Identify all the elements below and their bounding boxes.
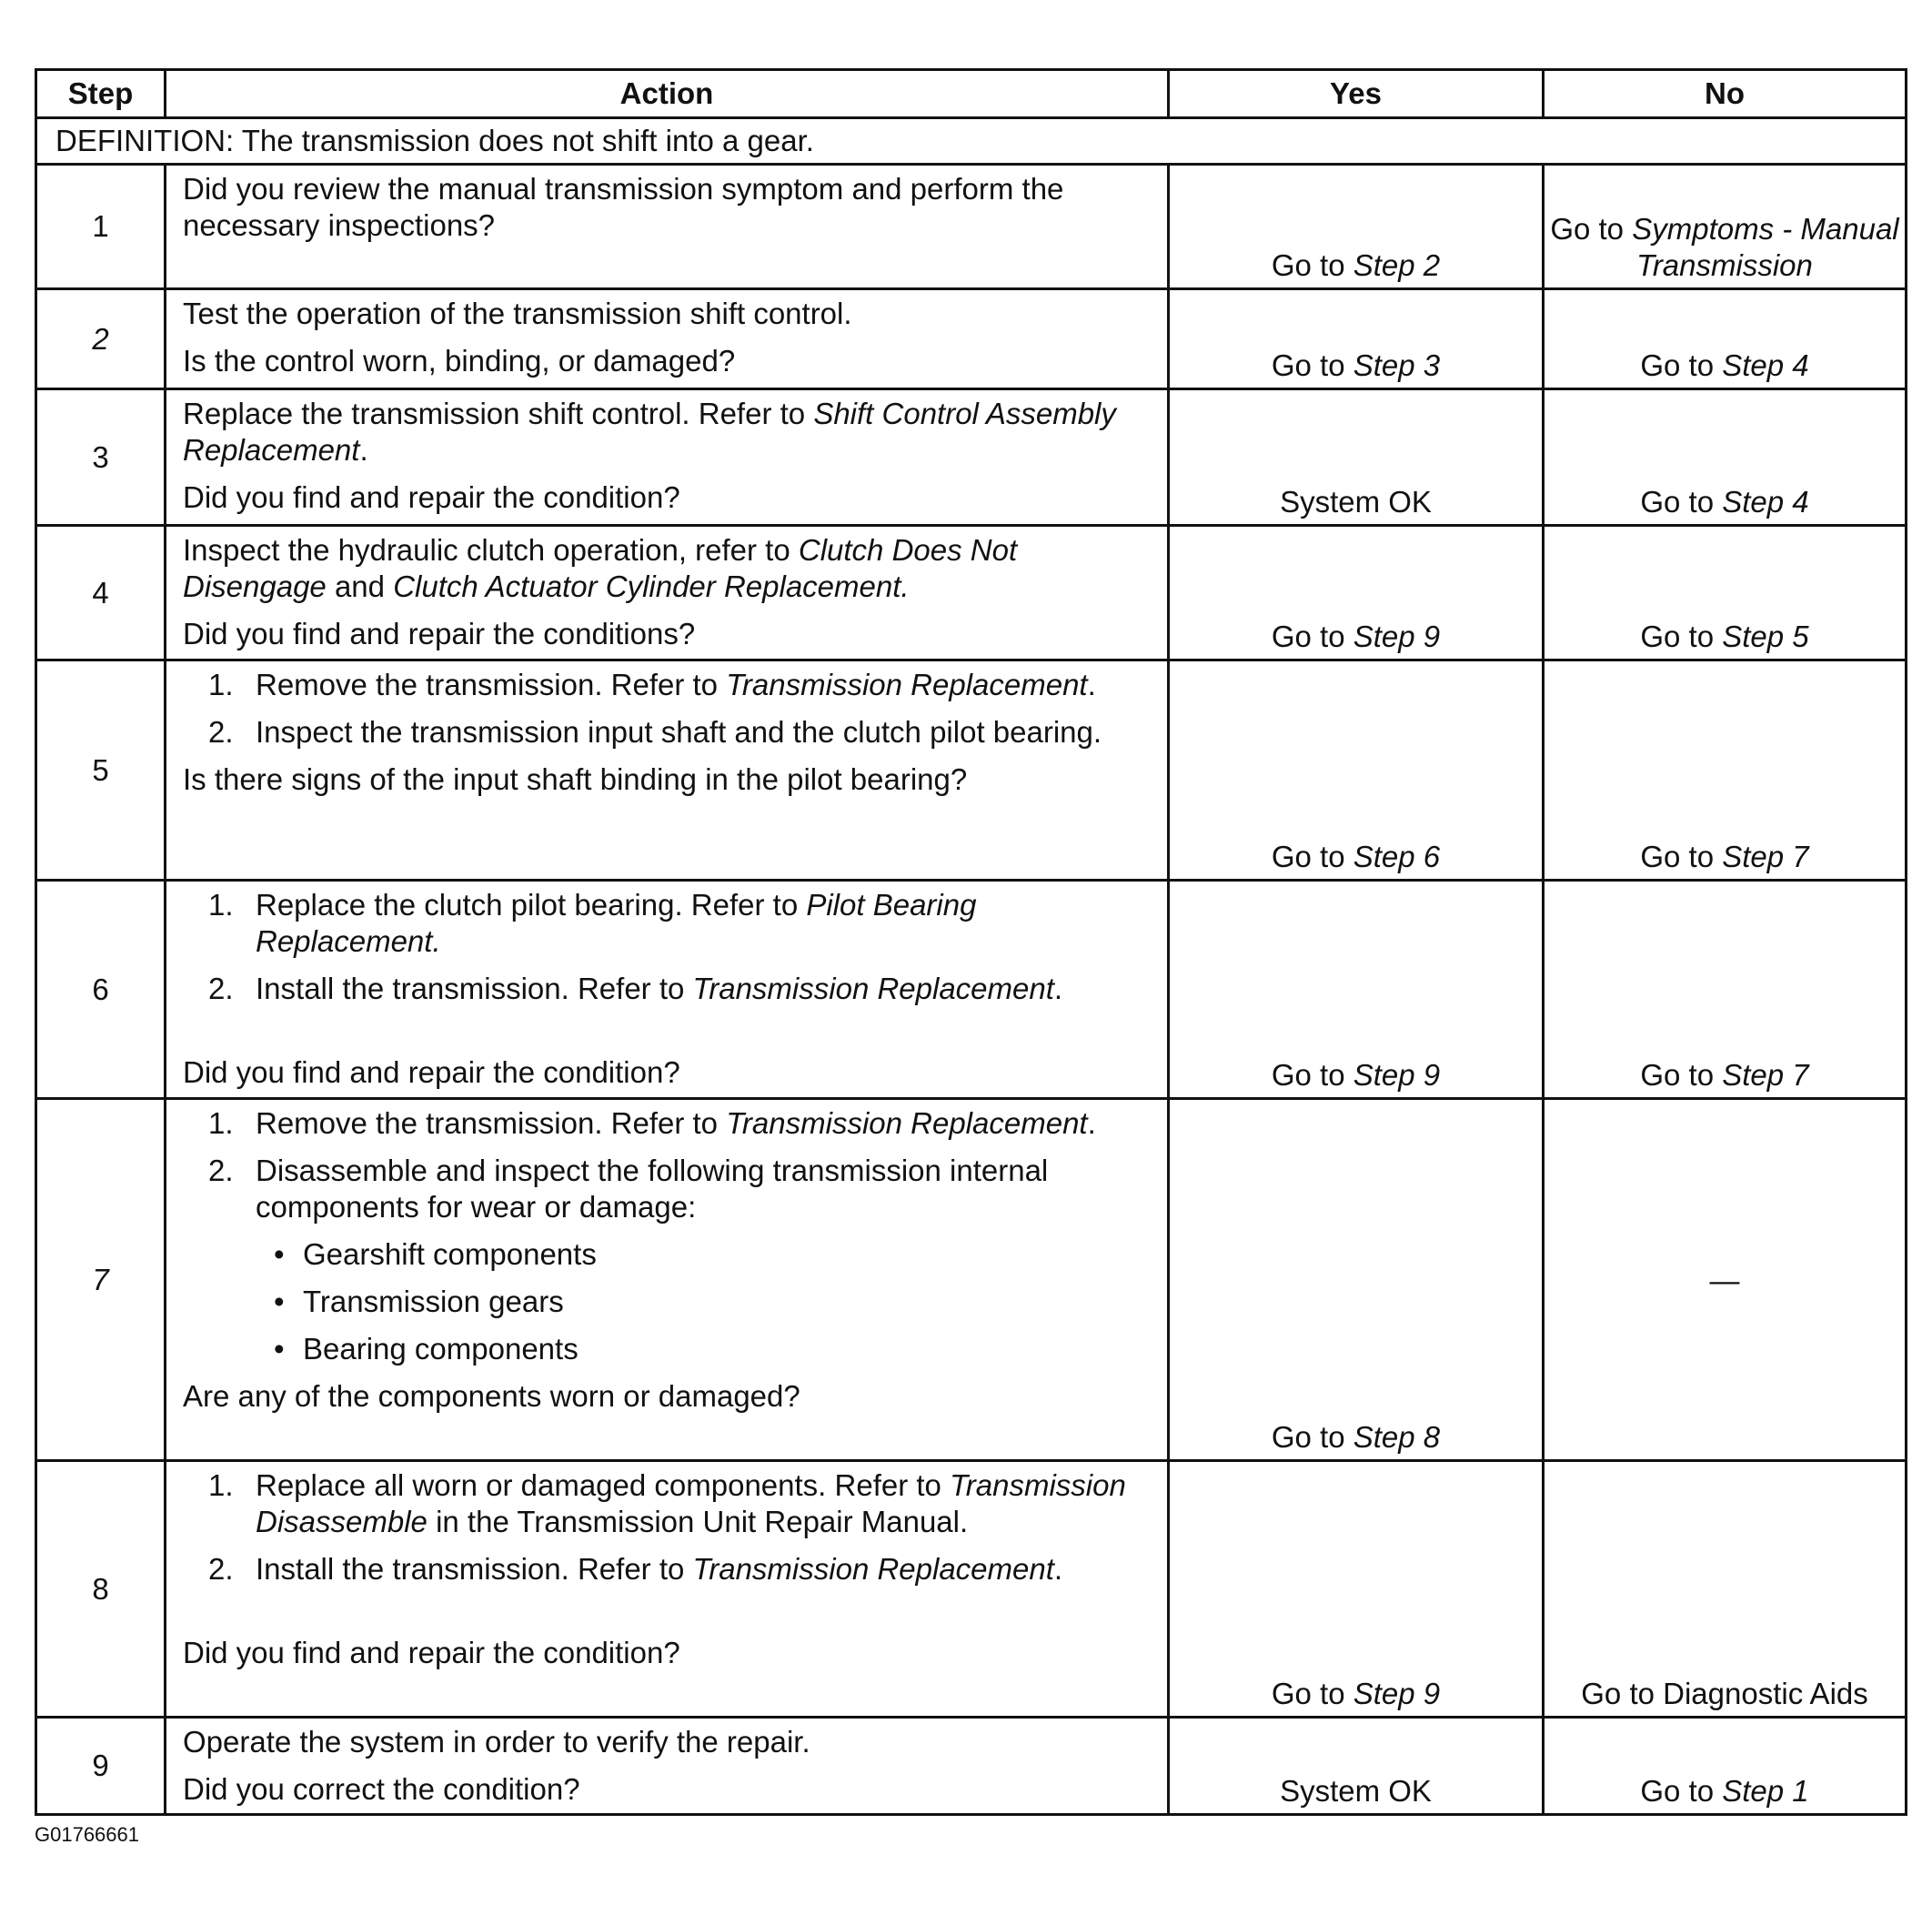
list-item bbox=[183, 1105, 1152, 1142]
action-question: Is the control worn, binding, or damaged? bbox=[183, 344, 736, 378]
bullet-text: Gearshift components bbox=[303, 1237, 597, 1271]
yes-link[interactable]: Step 9 bbox=[1353, 1058, 1441, 1092]
no-link[interactable]: Step 7 bbox=[1722, 840, 1809, 873]
action-steps-list bbox=[183, 1105, 1152, 1225]
no-cell bbox=[1544, 660, 1907, 881]
action-steps-list bbox=[183, 887, 1152, 1007]
action-steps-list bbox=[183, 667, 1152, 751]
step-number: 2 bbox=[36, 289, 166, 389]
step-row-6 bbox=[36, 881, 1907, 1099]
no-prefix: Go to bbox=[1640, 620, 1723, 653]
list-item bbox=[183, 971, 1152, 1007]
action-text-part: . bbox=[1053, 972, 1063, 1005]
action-text-part: . bbox=[1053, 1552, 1063, 1586]
no-cell bbox=[1544, 389, 1907, 526]
bullet-item bbox=[183, 1284, 1152, 1320]
list-number: 2. bbox=[208, 1154, 234, 1187]
action-steps-list bbox=[183, 1467, 1152, 1588]
no-result: Go to Diagnostic Aids bbox=[1581, 1677, 1868, 1710]
yes-cell bbox=[1169, 389, 1544, 526]
yes-cell bbox=[1169, 1718, 1544, 1815]
yes-link[interactable]: Step 9 bbox=[1353, 1677, 1441, 1710]
no-link[interactable]: Step 4 bbox=[1722, 348, 1809, 382]
action-text-part: Install the transmission. Refer to bbox=[256, 1552, 693, 1586]
reference-link[interactable]: Transmission Disassemble bbox=[256, 1468, 1126, 1538]
step-row-8 bbox=[36, 1461, 1907, 1718]
header-step: Step bbox=[36, 70, 166, 118]
action-text-part: . bbox=[1087, 1106, 1096, 1140]
list-item bbox=[183, 1551, 1152, 1588]
action-text-part: Inspect the hydraulic clutch operation, refer to bbox=[183, 533, 799, 567]
action-text-part: Replace all worn or damaged components. Refer to bbox=[256, 1468, 951, 1502]
list-number: 2. bbox=[208, 715, 234, 749]
yes-cell bbox=[1169, 881, 1544, 1099]
list-number: 1. bbox=[208, 888, 234, 922]
yes-cell bbox=[1169, 1461, 1544, 1718]
list-number: 2. bbox=[208, 1552, 234, 1586]
step-row-9 bbox=[36, 1718, 1907, 1815]
header-no: No bbox=[1544, 70, 1907, 118]
action-text-part: Replace the transmission shift control. Refer to bbox=[183, 397, 814, 430]
reference-link[interactable]: Transmission Replacement bbox=[726, 668, 1088, 701]
action-text-part: in the Transmission Unit Repair Manual. bbox=[427, 1505, 969, 1538]
header-row bbox=[36, 70, 1907, 118]
no-cell bbox=[1544, 1461, 1907, 1718]
list-number: 2. bbox=[208, 972, 234, 1005]
action-text: Operate the system in order to verify the repair. bbox=[183, 1725, 810, 1759]
no-cell bbox=[1544, 1718, 1907, 1815]
action-text-part: Disassemble and inspect the following transmission internal components for wear or damage: bbox=[256, 1154, 1049, 1224]
action-question: Did you find and repair the condition? bbox=[183, 1636, 680, 1669]
header-yes: Yes bbox=[1169, 70, 1544, 118]
step-row-2 bbox=[36, 289, 1907, 389]
no-prefix: Go to bbox=[1640, 840, 1723, 873]
action-cell bbox=[166, 881, 1169, 1099]
action-question: Did you find and repair the condition? bbox=[183, 480, 680, 514]
component-bullet-list bbox=[183, 1236, 1152, 1367]
action-question: Did you find and repair the condition? bbox=[183, 1055, 680, 1089]
reference-link[interactable]: Clutch Does Not Disengage bbox=[183, 533, 1018, 603]
yes-link[interactable]: Step 9 bbox=[1353, 620, 1441, 653]
action-cell bbox=[166, 660, 1169, 881]
no-prefix: Go to bbox=[1640, 1058, 1723, 1092]
spacer bbox=[183, 1598, 1152, 1635]
yes-link[interactable]: Step 2 bbox=[1353, 248, 1441, 282]
action-text-part: . bbox=[359, 433, 368, 467]
step-number: 8 bbox=[36, 1461, 166, 1718]
action-text bbox=[183, 532, 1152, 605]
no-link[interactable]: Step 7 bbox=[1722, 1058, 1809, 1092]
no-prefix: Go to bbox=[1640, 1774, 1723, 1808]
yes-link[interactable]: Step 3 bbox=[1353, 348, 1441, 382]
step-number: 9 bbox=[36, 1718, 166, 1815]
action-text-part: Replace the clutch pilot bearing. Refer to bbox=[256, 888, 807, 922]
yes-cell bbox=[1169, 660, 1544, 881]
yes-cell bbox=[1169, 526, 1544, 660]
action-cell bbox=[166, 289, 1169, 389]
bullet-icon: • bbox=[274, 1285, 285, 1318]
list-number: 1. bbox=[208, 1468, 234, 1502]
list-item bbox=[183, 1153, 1152, 1225]
yes-prefix: Go to bbox=[1271, 1058, 1353, 1092]
diagnostic-table bbox=[35, 68, 1907, 1816]
action-text: Did you review the manual transmission symptom and perform the necessary inspections? bbox=[183, 172, 1064, 242]
list-item bbox=[183, 1467, 1152, 1540]
yes-link[interactable]: Step 6 bbox=[1353, 840, 1441, 873]
action-cell bbox=[166, 165, 1169, 289]
action-text-part: . bbox=[1087, 668, 1096, 701]
step-number: 6 bbox=[36, 881, 166, 1099]
list-item bbox=[183, 714, 1152, 751]
step-row-3 bbox=[36, 389, 1907, 526]
no-link[interactable]: Step 5 bbox=[1722, 620, 1809, 653]
yes-prefix: Go to bbox=[1271, 1677, 1353, 1710]
definition-row bbox=[36, 118, 1907, 165]
yes-result: System OK bbox=[1280, 485, 1432, 519]
action-cell bbox=[166, 389, 1169, 526]
no-prefix: Go to bbox=[1550, 212, 1633, 246]
spacer bbox=[183, 1018, 1152, 1054]
action-question: Are any of the components worn or damaged? bbox=[183, 1379, 800, 1413]
bullet-item bbox=[183, 1331, 1152, 1367]
action-text bbox=[183, 396, 1152, 469]
step-number: 7 bbox=[36, 1099, 166, 1461]
header-action: Action bbox=[166, 70, 1169, 118]
no-result: — bbox=[1709, 1263, 1740, 1297]
no-cell bbox=[1544, 526, 1907, 660]
bullet-icon: • bbox=[274, 1332, 285, 1366]
no-prefix: Go to bbox=[1640, 348, 1723, 382]
figure-id: G01766661 bbox=[35, 1823, 139, 1846]
bullet-text: Transmission gears bbox=[303, 1285, 564, 1318]
action-cell bbox=[166, 1718, 1169, 1815]
yes-prefix: Go to bbox=[1271, 620, 1353, 653]
action-cell bbox=[166, 1461, 1169, 1718]
reference-link[interactable]: Transmission Replacement bbox=[726, 1106, 1088, 1140]
no-cell bbox=[1544, 165, 1907, 289]
action-text-part: Install the transmission. Refer to bbox=[256, 972, 693, 1005]
list-item bbox=[183, 887, 1152, 960]
step-number: 4 bbox=[36, 526, 166, 660]
yes-prefix: Go to bbox=[1271, 348, 1353, 382]
step-row-5 bbox=[36, 660, 1907, 881]
diagnostic-table-wrapper bbox=[35, 68, 1907, 1816]
bullet-icon: • bbox=[274, 1237, 285, 1271]
reference-link[interactable]: Transmission Replacement bbox=[692, 972, 1054, 1005]
yes-cell bbox=[1169, 1099, 1544, 1461]
no-cell bbox=[1544, 1099, 1907, 1461]
action-cell bbox=[166, 1099, 1169, 1461]
action-question: Did you correct the condition? bbox=[183, 1772, 580, 1806]
list-number: 1. bbox=[208, 1106, 234, 1140]
action-text-part: Remove the transmission. Refer to bbox=[256, 668, 727, 701]
yes-result: System OK bbox=[1280, 1774, 1432, 1808]
step-row-4 bbox=[36, 526, 1907, 660]
no-link[interactable]: Step 1 bbox=[1722, 1774, 1809, 1808]
no-cell bbox=[1544, 289, 1907, 389]
reference-link[interactable]: Pilot Bearing Replacement. bbox=[256, 888, 977, 958]
action-text-part: Remove the transmission. Refer to bbox=[256, 1106, 727, 1140]
action-cell bbox=[166, 526, 1169, 660]
yes-cell bbox=[1169, 289, 1544, 389]
action-question: Is there signs of the input shaft binding in the pilot bearing? bbox=[183, 762, 968, 796]
step-number: 1 bbox=[36, 165, 166, 289]
yes-prefix: Go to bbox=[1271, 840, 1353, 873]
action-text: Test the operation of the transmission shift control. bbox=[183, 297, 852, 330]
definition-text: DEFINITION: The transmission does not shift into a gear. bbox=[36, 118, 1907, 165]
action-text-part: Inspect the transmission input shaft and the clutch pilot bearing. bbox=[256, 715, 1102, 749]
bullet-text: Bearing components bbox=[303, 1332, 579, 1366]
action-text-part: and bbox=[326, 569, 394, 603]
step-row-7 bbox=[36, 1099, 1907, 1461]
yes-link[interactable]: Step 8 bbox=[1353, 1420, 1441, 1454]
bullet-item bbox=[183, 1236, 1152, 1273]
yes-prefix: Go to bbox=[1271, 248, 1353, 282]
action-question: Did you find and repair the conditions? bbox=[183, 617, 696, 650]
no-prefix: Go to bbox=[1640, 485, 1723, 519]
yes-cell bbox=[1169, 165, 1544, 289]
no-link[interactable]: Step 4 bbox=[1722, 485, 1809, 519]
step-number: 5 bbox=[36, 660, 166, 881]
yes-prefix: Go to bbox=[1271, 1420, 1353, 1454]
step-number: 3 bbox=[36, 389, 166, 526]
reference-link[interactable]: Transmission Replacement bbox=[692, 1552, 1054, 1586]
list-item bbox=[183, 667, 1152, 703]
list-number: 1. bbox=[208, 668, 234, 701]
step-row-1 bbox=[36, 165, 1907, 289]
reference-link[interactable]: Clutch Actuator Cylinder Replacement. bbox=[393, 569, 910, 603]
no-cell bbox=[1544, 881, 1907, 1099]
reference-link[interactable]: Shift Control Assembly Replacement bbox=[183, 397, 1116, 467]
no-link[interactable]: Symptoms - Manual Transmission bbox=[1632, 212, 1899, 282]
